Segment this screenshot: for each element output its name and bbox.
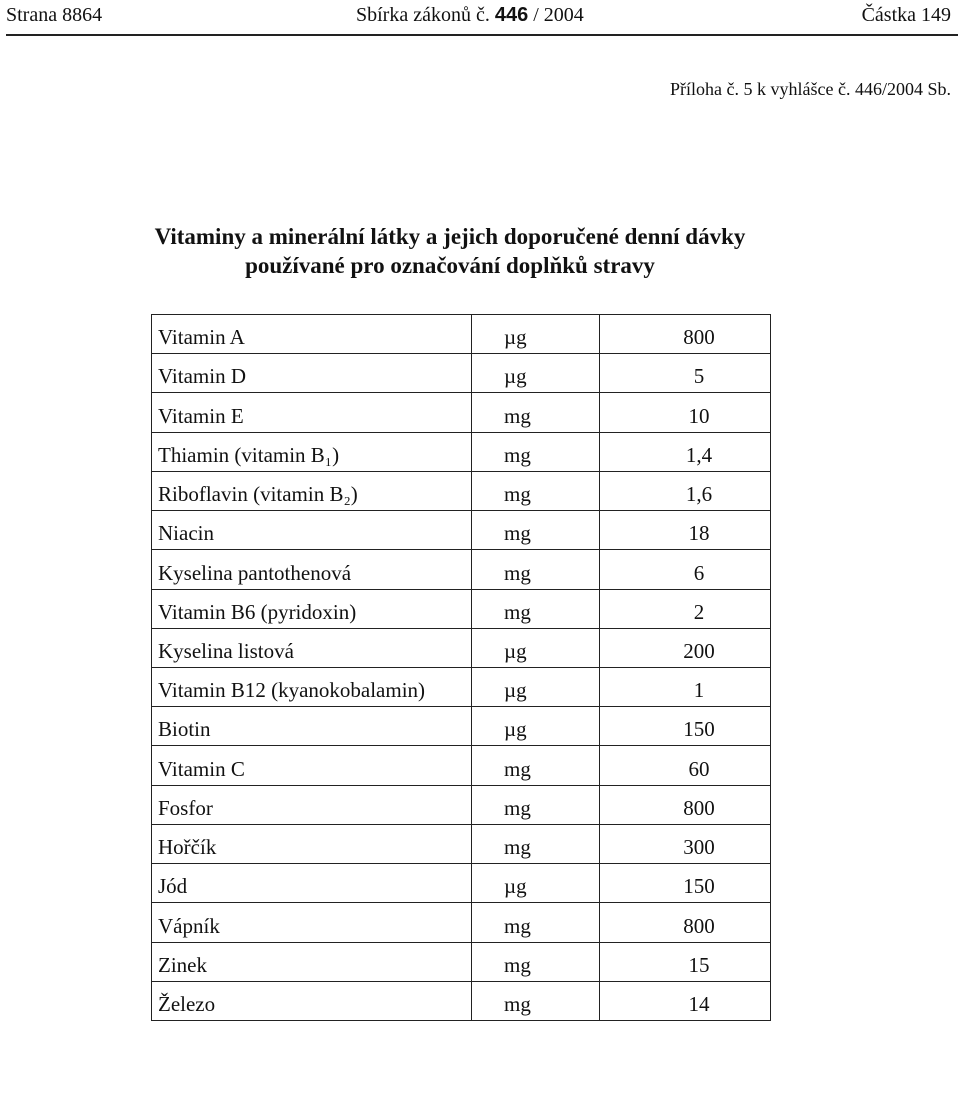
- nutrient-name-cell: Kyselina listová: [152, 628, 472, 667]
- nutrient-name-cell: Vitamin B6 (pyridoxin): [152, 589, 472, 628]
- dose-value-cell: 14: [600, 981, 771, 1020]
- dose-value-cell: 1: [600, 667, 771, 706]
- collection-prefix: Sbírka zákonů č.: [356, 4, 490, 26]
- table-row: [152, 667, 771, 706]
- document-title: [0, 222, 900, 280]
- unit-cell: mg: [472, 981, 600, 1020]
- nutrient-name-cell: Zinek: [152, 942, 472, 981]
- dose-value-cell: 300: [600, 824, 771, 863]
- unit-cell: mg: [472, 589, 600, 628]
- unit-cell: µg: [472, 707, 600, 746]
- unit-cell: µg: [472, 315, 600, 354]
- unit-cell: mg: [472, 903, 600, 942]
- page-number: Strana 8864: [6, 4, 103, 26]
- page-header: [0, 0, 960, 38]
- nutrient-name-cell: Jód: [152, 864, 472, 903]
- unit-cell: µg: [472, 864, 600, 903]
- nutrient-name-cell: Vitamin E: [152, 393, 472, 432]
- dose-value-cell: 15: [600, 942, 771, 981]
- unit-cell: mg: [472, 432, 600, 471]
- unit-cell: mg: [472, 471, 600, 510]
- collection-reference: [356, 4, 584, 27]
- table-row: [152, 903, 771, 942]
- collection-number: 446: [494, 4, 529, 26]
- dose-value-cell: 10: [600, 393, 771, 432]
- unit-cell: mg: [472, 785, 600, 824]
- table-row: [152, 746, 771, 785]
- unit-cell: mg: [472, 511, 600, 550]
- collection-year: / 2004: [533, 4, 584, 26]
- dose-value-cell: 150: [600, 864, 771, 903]
- header-divider: [6, 34, 958, 36]
- unit-cell: µg: [472, 628, 600, 667]
- dose-value-cell: 800: [600, 785, 771, 824]
- nutrient-name-cell: Vitamin C: [152, 746, 472, 785]
- dose-value-cell: 200: [600, 628, 771, 667]
- part-number: Částka 149: [861, 4, 951, 26]
- dose-value-cell: 5: [600, 354, 771, 393]
- dose-value-cell: 60: [600, 746, 771, 785]
- table-row: [152, 471, 771, 510]
- table-row: [152, 981, 771, 1020]
- table-row: [152, 354, 771, 393]
- unit-cell: µg: [472, 667, 600, 706]
- table-row: [152, 393, 771, 432]
- unit-cell: mg: [472, 550, 600, 589]
- table-body: [152, 315, 771, 1021]
- table-row: [152, 864, 771, 903]
- table-row: [152, 628, 771, 667]
- nutrient-name-cell: Biotin: [152, 707, 472, 746]
- nutrient-name-cell: Vitamin D: [152, 354, 472, 393]
- unit-cell: mg: [472, 942, 600, 981]
- dose-value-cell: 18: [600, 511, 771, 550]
- nutrient-name-cell: Vápník: [152, 903, 472, 942]
- nutrient-name-cell: Vitamin A: [152, 315, 472, 354]
- table-row: [152, 511, 771, 550]
- dose-value-cell: 2: [600, 589, 771, 628]
- dose-value-cell: 800: [600, 315, 771, 354]
- dose-value-cell: 800: [600, 903, 771, 942]
- nutrient-name-cell: Niacin: [152, 511, 472, 550]
- nutrient-name-cell: Fosfor: [152, 785, 472, 824]
- table-row: [152, 315, 771, 354]
- table-row: [152, 942, 771, 981]
- dose-value-cell: 1,4: [600, 432, 771, 471]
- unit-cell: mg: [472, 824, 600, 863]
- table-row: [152, 785, 771, 824]
- table-row: [152, 550, 771, 589]
- dose-value-cell: 1,6: [600, 471, 771, 510]
- nutrient-name-cell: Riboflavin (vitamin B₂): [152, 471, 472, 510]
- nutrient-name-cell: Hořčík: [152, 824, 472, 863]
- daily-dose-table: [151, 314, 771, 1021]
- table-row: [152, 432, 771, 471]
- table-row: [152, 589, 771, 628]
- table-row: [152, 707, 771, 746]
- nutrient-name-cell: Thiamin (vitamin B₁): [152, 432, 472, 471]
- title-line-1: Vitaminy a minerální látky a jejich doporučené denní dávky: [154, 224, 746, 249]
- table-row: [152, 824, 771, 863]
- nutrient-name-cell: Železo: [152, 981, 472, 1020]
- nutrient-name-cell: Kyselina pantothenová: [152, 550, 472, 589]
- unit-cell: µg: [472, 354, 600, 393]
- nutrient-name-cell: Vitamin B12 (kyanokobalamin): [152, 667, 472, 706]
- dose-value-cell: 6: [600, 550, 771, 589]
- unit-cell: mg: [472, 746, 600, 785]
- unit-cell: mg: [472, 393, 600, 432]
- annex-reference: Příloha č. 5 k vyhlášce č. 446/2004 Sb.: [670, 79, 951, 99]
- title-line-2: používané pro označování doplňků stravy: [245, 253, 655, 278]
- dose-value-cell: 150: [600, 707, 771, 746]
